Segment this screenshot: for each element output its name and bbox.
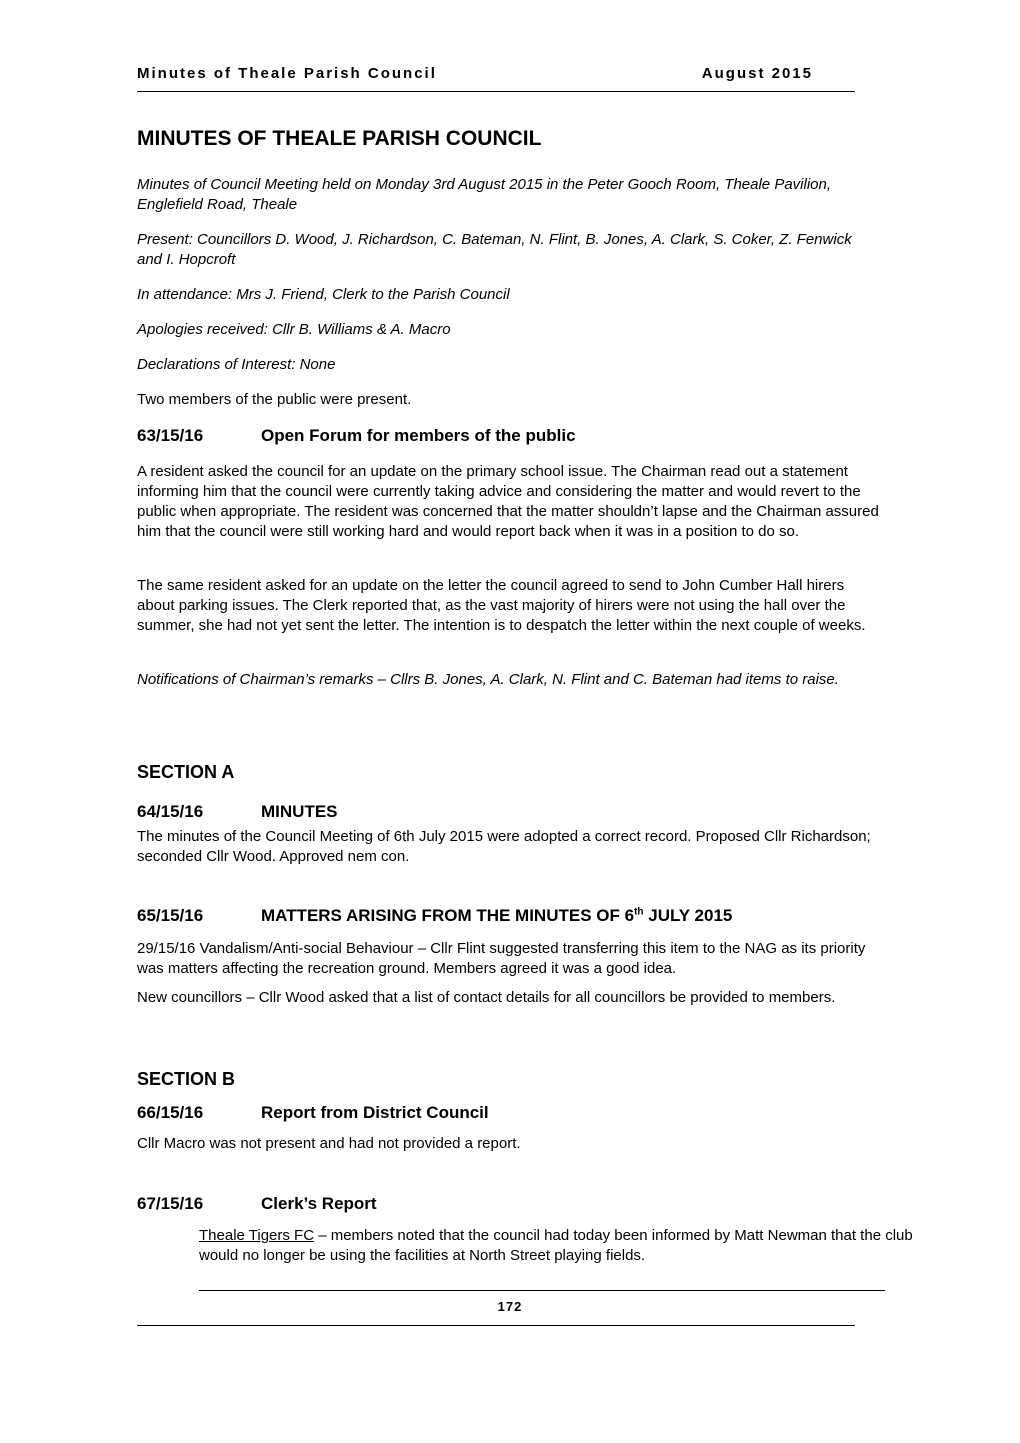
- item-number: 66/15/16: [137, 1103, 204, 1122]
- item-number: 67/15/16: [137, 1194, 204, 1213]
- running-header-date: August 2015: [701, 65, 813, 82]
- item-63-paragraph-3: Notifications of Chairman’s remarks – Cllrs B. Jones, A. Clark, N. Flint and C. Bateman had items to raise.: [137, 671, 839, 688]
- item-64-paragraph-1: The minutes of the Council Meeting of 6th July 2015 were adopted a correct record. Proposed Cllr Richardson; seconded Cllr Wood. Approved nem con.: [137, 828, 871, 865]
- item-65-paragraph-1: 29/15/16 Vandalism/Anti-social Behaviour – Cllr Flint suggested transferring this item to the NAG as its priority was matters affecting the recreation ground. Members agreed it was a good idea.: [137, 940, 866, 977]
- item-title: Clerk’s Report: [261, 1194, 377, 1213]
- item-63-paragraph-1: A resident asked the council for an update on the primary school issue. The Chairman read out a statement informing him that the council were currently taking advice and considering the matter and would revert to the public when appropriate. The resident was concerned that the matter shouldn’t lapse and the Chairman assured him that the council were still working hard and would report back when it was in a position to do so.: [137, 463, 879, 540]
- item-number: 63/15/16: [137, 426, 204, 445]
- footer-rule: [137, 1325, 855, 1326]
- item-65-paragraph-2: New councillors – Cllr Wood asked that a list of contact details for all councillors be provided to members.: [137, 989, 836, 1006]
- item-65-heading: [137, 905, 732, 927]
- public-present: Two members of the public were present.: [137, 391, 412, 408]
- ordinal-suffix: th: [634, 906, 644, 918]
- page-number: 172: [497, 1299, 523, 1314]
- item-64-heading: [137, 801, 338, 823]
- item-title: Open Forum for members of the public: [261, 426, 576, 445]
- running-header-title: Minutes of Theale Parish Council: [137, 65, 437, 82]
- item-66-heading: [137, 1102, 489, 1124]
- club-name-link: Theale Tigers FC: [199, 1227, 315, 1244]
- footnote-rule: [199, 1290, 885, 1291]
- item-title: Report from District Council: [261, 1103, 489, 1122]
- present-list: Present: Councillors D. Wood, J. Richardson, C. Bateman, N. Flint, B. Jones, A. Clark, S. Coker, Z. Fenwick and I. Hopcroft: [137, 231, 852, 268]
- section-b-heading: SECTION B: [137, 1069, 236, 1089]
- item-67-paragraph-1: [199, 1226, 919, 1266]
- item-67-text: – members noted that the council had today been informed by Matt Newman that the club would no longer be using the facilities at North Street playing fields.: [199, 1227, 913, 1264]
- attendance: In attendance: Mrs J. Friend, Clerk to the Parish Council: [137, 286, 510, 303]
- page-title: MINUTES OF THEALE PARISH COUNCIL: [137, 127, 542, 150]
- item-63-heading: [137, 425, 576, 447]
- item-63-paragraph-2: The same resident asked for an update on the letter the council agreed to send to John Cumber Hall hirers about parking issues. The Clerk reported that, as the vast majority of hirers were not using the hall over the summer, she had not yet sent the letter. The intention is to despatch the letter within the next couple of weeks.: [137, 577, 866, 634]
- item-title: MINUTES: [261, 802, 338, 821]
- header-rule: [137, 91, 855, 92]
- declarations: Declarations of Interest: None: [137, 356, 336, 373]
- item-title-end: JULY 2015: [643, 906, 733, 925]
- item-67-heading: [137, 1193, 377, 1215]
- meeting-details: Minutes of Council Meeting held on Monday 3rd August 2015 in the Peter Gooch Room, Theale Pavilion, Englefield Road, Theale: [137, 176, 832, 213]
- item-title: MATTERS ARISING FROM THE MINUTES OF 6: [261, 906, 635, 925]
- item-number: 64/15/16: [137, 802, 204, 821]
- section-a-heading: SECTION A: [137, 762, 235, 782]
- item-66-paragraph-1: Cllr Macro was not present and had not provided a report.: [137, 1135, 521, 1152]
- item-number: 65/15/16: [137, 906, 204, 925]
- apologies: Apologies received: Cllr B. Williams & A. Macro: [137, 321, 451, 338]
